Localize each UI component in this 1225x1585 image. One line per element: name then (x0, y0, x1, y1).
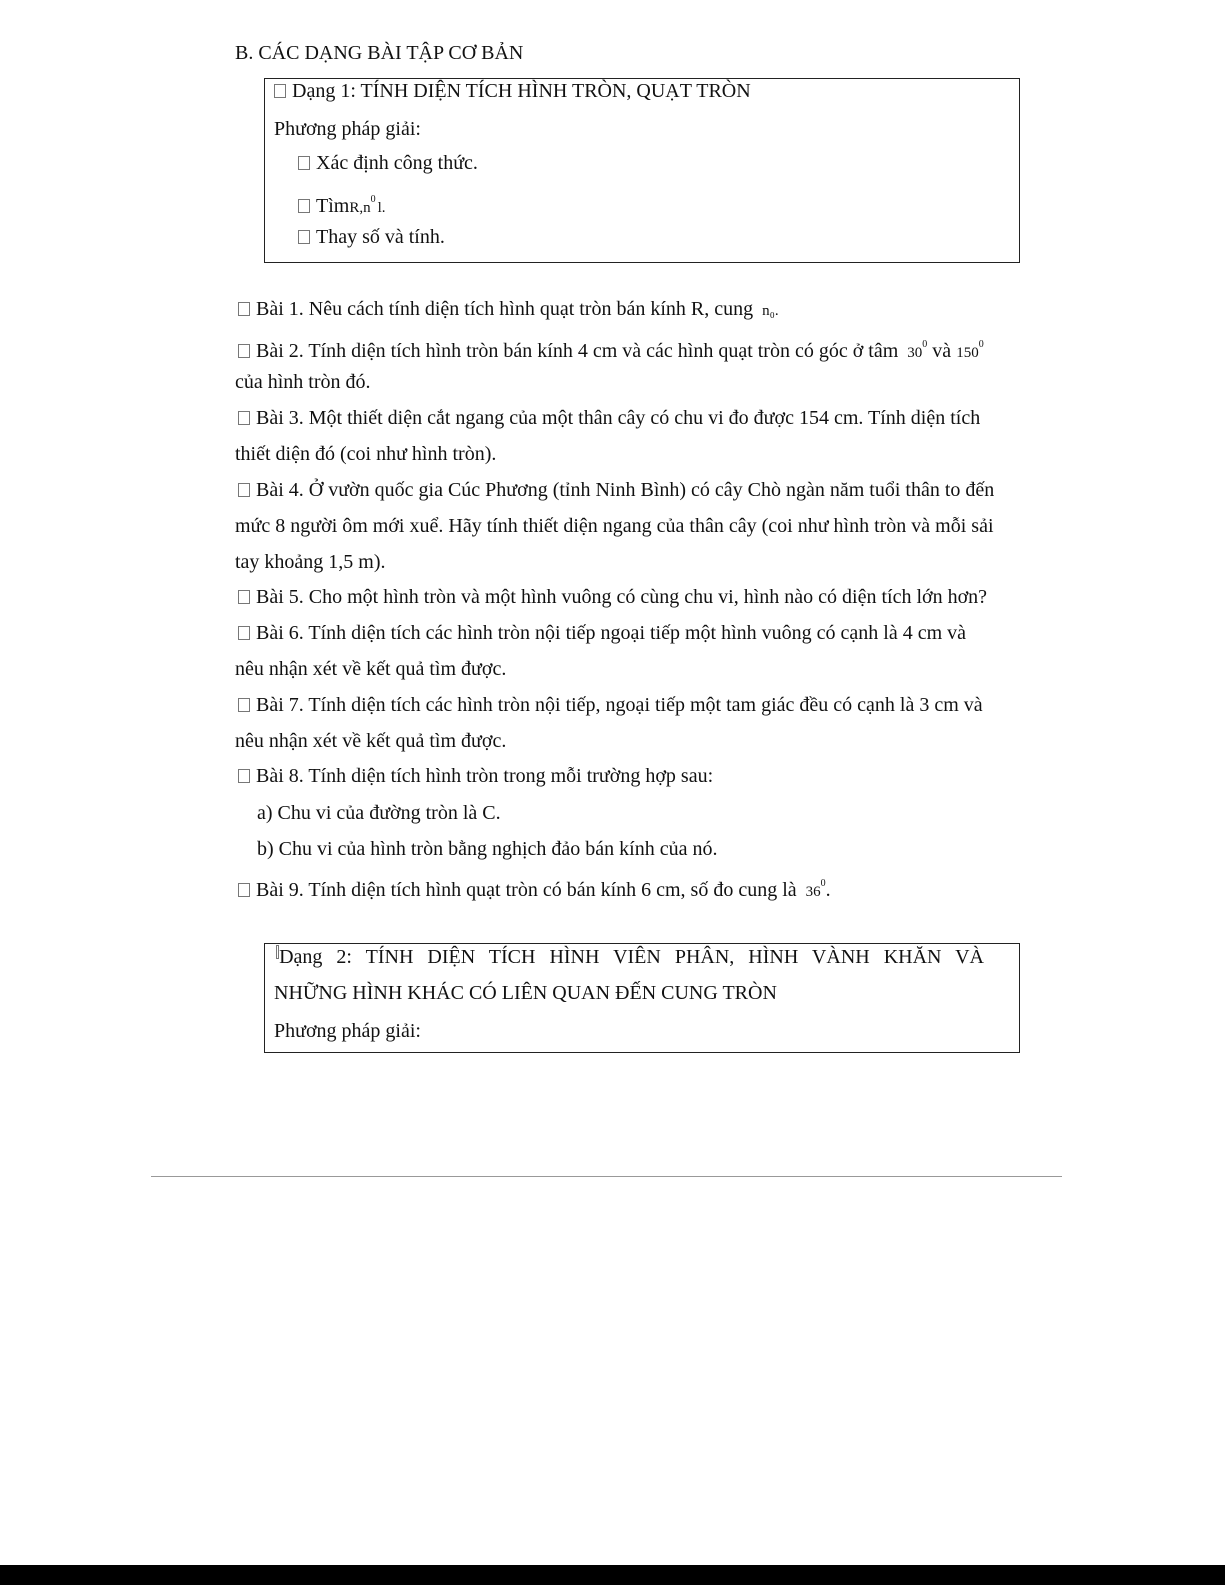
box1-step-3: Thay số và tính. (298, 225, 445, 249)
section-title: B. CÁC DẠNG BÀI TẬP CƠ BẢN (235, 42, 524, 64)
box2-title-line-1: Dạng 2: TÍNH DIỆN TÍCH HÌNH VIÊN PHÂN, HÌNH VÀNH KHĂN VÀ (276, 945, 984, 969)
checkbox-icon (298, 156, 310, 170)
exercise-7-line-2: nêu nhận xét về kết quả tìm được. (235, 730, 507, 752)
checkbox-icon (238, 883, 250, 897)
box2-method-label: Phương pháp giải: (274, 1020, 421, 1042)
checkbox-icon (238, 698, 250, 712)
exercise-8: Bài 8. Tính diện tích hình tròn trong mỗi trường hợp sau: (238, 764, 713, 788)
exercise-8-part-a: a) Chu vi của đường tròn là C. (257, 802, 501, 824)
exercise-8-part-b: b) Chu vi của hình tròn bằng nghịch đảo bán kính của nó. (257, 838, 718, 860)
checkbox-icon (238, 344, 250, 358)
box1-step-2: $TìmR,n^0l$. (298, 188, 386, 220)
checkbox-icon (238, 411, 250, 425)
box1-step-1: Xác định công thức. (298, 151, 478, 175)
exercise-2-line-2: của hình tròn đó. (235, 371, 371, 393)
checkbox-icon (298, 199, 310, 213)
exercise-4-line-3: tay khoảng 1,5 m). (235, 551, 386, 573)
checkbox-icon (298, 230, 310, 244)
exercise-5: Bài 5. Cho một hình tròn và một hình vuông có cùng chu vi, hình nào có diện tích lớn hơn? (238, 585, 987, 609)
exercise-6-line-2: nêu nhận xét về kết quả tìm được. (235, 658, 507, 680)
checkbox-icon (274, 84, 286, 98)
checkbox-icon (238, 483, 250, 497)
box2-title-line-2: NHỮNG HÌNH KHÁC CÓ LIÊN QUAN ĐẾN CUNG TRÒN (274, 982, 777, 1004)
page-divider (151, 1176, 1062, 1177)
checkbox-icon (238, 590, 250, 604)
exercise-3-line-1: Bài 3. Một thiết diện cắt ngang của một thân cây có chu vi đo được 154 cm. Tính diện tích (238, 406, 980, 430)
checkbox-icon (238, 626, 250, 640)
exercise-7-line-1: Bài 7. Tính diện tích các hình tròn nội tiếp, ngoại tiếp một tam giác đều có cạnh là 3 cm và (238, 693, 983, 717)
exercise-4-line-2: mức 8 người ôm mới xuể. Hãy tính thiết diện ngang của thân cây (coi như hình tròn và mỗi sải (235, 515, 994, 537)
exercise-2-line-1: Bài 2. Tính diện tích hình tròn bán kính 4 cm và các hình quạt tròn có góc ở tâm $30^0$ và $150^0$ (238, 333, 984, 365)
bottom-bar (0, 1565, 1225, 1585)
exercise-4-line-1: Bài 4. Ở vườn quốc gia Cúc Phương (tỉnh Ninh Bình) có cây Chò ngàn năm tuổi thân to đến (238, 478, 994, 502)
checkbox-icon (238, 302, 250, 316)
exercise-9: Bài 9. Tính diện tích hình quạt tròn có bán kính 6 cm, số đo cung là $36^0$. (238, 872, 831, 904)
exercise-6-line-1: Bài 6. Tính diện tích các hình tròn nội tiếp ngoại tiếp một hình vuông có cạnh là 4 cm và (238, 621, 966, 645)
box1-method-label: Phương pháp giải: (274, 118, 421, 140)
box1-title: Dạng 1: TÍNH DIỆN TÍCH HÌNH TRÒN, QUẠT TRÒN (292, 80, 751, 102)
box1-title-line (274, 79, 751, 103)
exercise-3-line-2: thiết diện đó (coi như hình tròn). (235, 443, 497, 465)
checkbox-icon (238, 769, 250, 783)
exercise-1: Bài 1. Nêu cách tính diện tích hình quạt tròn bán kính R, cung n₀. (238, 297, 779, 323)
